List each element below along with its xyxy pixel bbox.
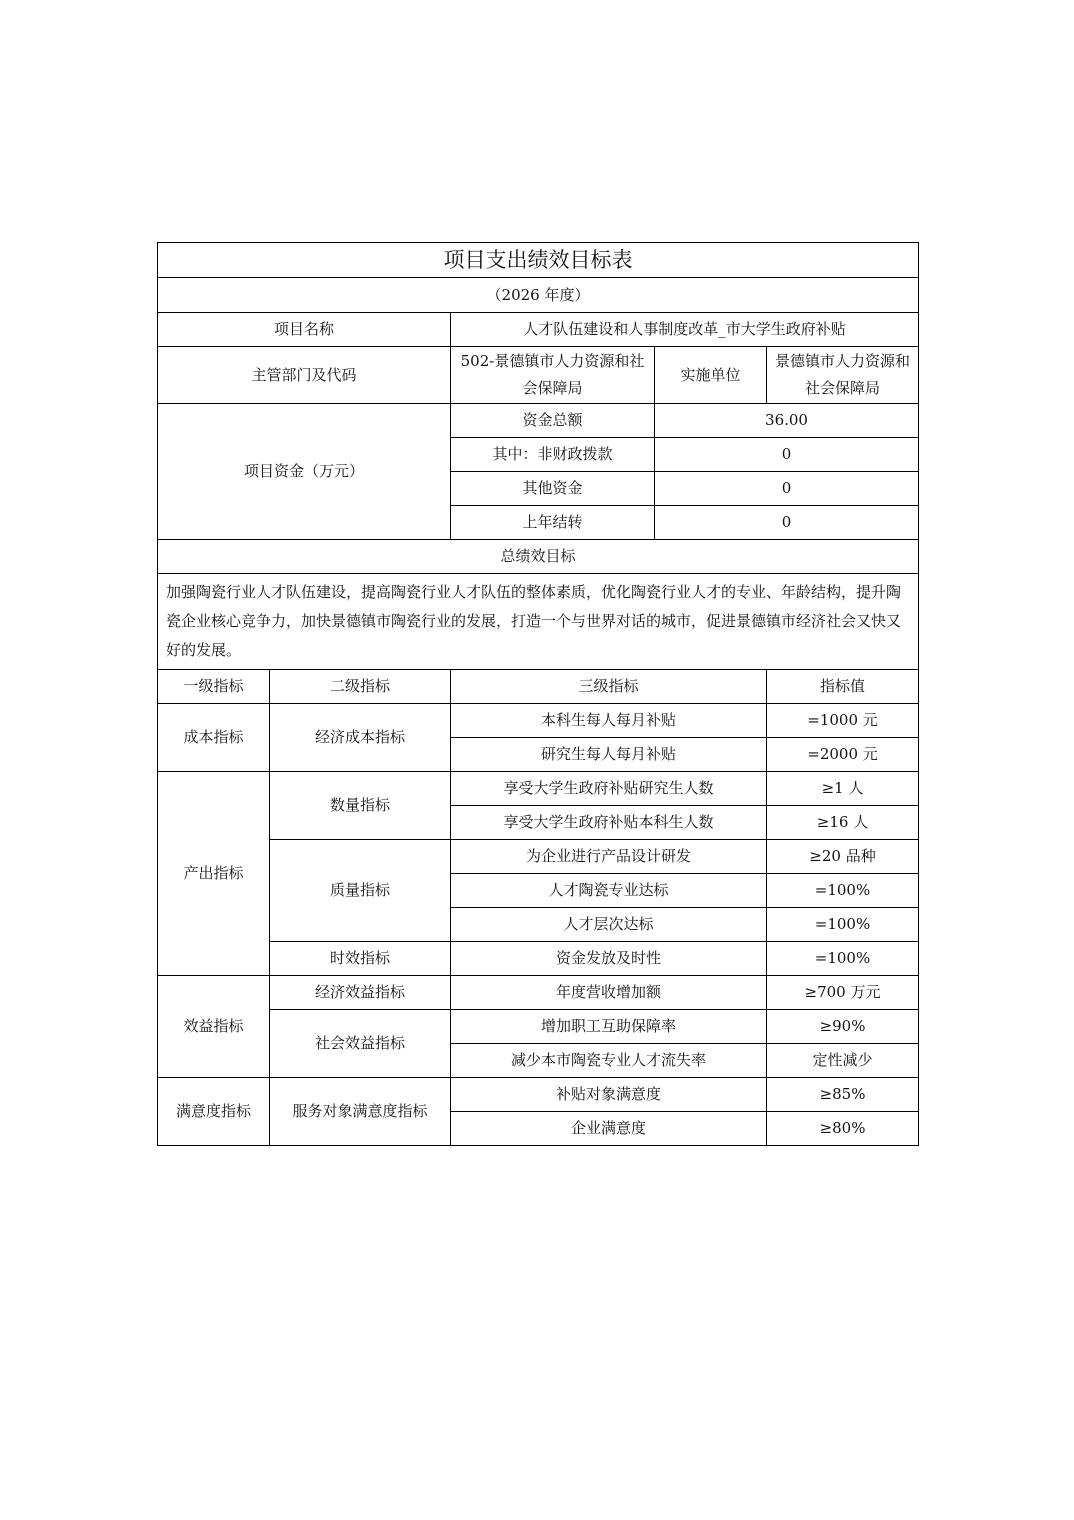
header-level1: 一级指标 — [158, 670, 270, 704]
indicator-name: 本科生每人每月补贴 — [451, 704, 767, 738]
level2-quantity: 数量指标 — [270, 772, 451, 840]
overall-target-text: 加强陶瓷行业人才队伍建设，提高陶瓷行业人才队伍的整体素质，优化陶瓷行业人才的专业、年龄结构，提升陶瓷企业核心竞争力，加快景德镇市陶瓷行业的发展，打造一个与世界对话的城市，促进景德镇市经济社会又快又好的发展。 — [158, 574, 919, 670]
indicator-name: 享受大学生政府补贴本科生人数 — [451, 806, 767, 840]
project-name-label: 项目名称 — [158, 313, 451, 347]
indicator-value: ≥80% — [767, 1112, 919, 1146]
indicator-name: 企业满意度 — [451, 1112, 767, 1146]
indicator-name: 人才陶瓷专业达标 — [451, 874, 767, 908]
fund-row-label: 其中：非财政拨款 — [451, 438, 655, 472]
dept-label: 主管部门及代码 — [158, 347, 451, 404]
indicator-name: 享受大学生政府补贴研究生人数 — [451, 772, 767, 806]
header-level2: 二级指标 — [270, 670, 451, 704]
fund-row-value: 0 — [655, 472, 919, 506]
funds-label: 项目资金（万元） — [158, 404, 451, 540]
indicator-name: 为企业进行产品设计研发 — [451, 840, 767, 874]
year-label: （2026 年度） — [158, 278, 919, 313]
indicator-value: ≥1 人 — [767, 772, 919, 806]
level2-quality: 质量指标 — [270, 840, 451, 942]
impl-unit-label: 实施单位 — [655, 347, 767, 404]
dept-value: 502-景德镇市人力资源和社会保障局 — [451, 347, 655, 404]
overall-target-label: 总绩效目标 — [158, 540, 919, 574]
header-value: 指标值 — [767, 670, 919, 704]
indicator-value: =1000 元 — [767, 704, 919, 738]
fund-row-label: 上年结转 — [451, 506, 655, 540]
fund-row-value: 0 — [655, 506, 919, 540]
fund-row-label: 资金总额 — [451, 404, 655, 438]
performance-target-table — [157, 242, 919, 1146]
level1-cost: 成本指标 — [158, 704, 270, 772]
fund-row-value: 0 — [655, 438, 919, 472]
indicator-value: ≥16 人 — [767, 806, 919, 840]
indicator-value: =2000 元 — [767, 738, 919, 772]
fund-row-value: 36.00 — [655, 404, 919, 438]
table-title: 项目支出绩效目标表 — [158, 243, 919, 278]
level1-benefit: 效益指标 — [158, 976, 270, 1078]
level1-satisfaction: 满意度指标 — [158, 1078, 270, 1146]
indicator-name: 减少本市陶瓷专业人才流失率 — [451, 1044, 767, 1078]
indicator-name: 人才层次达标 — [451, 908, 767, 942]
indicator-name: 资金发放及时性 — [451, 942, 767, 976]
level2-social-benefit: 社会效益指标 — [270, 1010, 451, 1078]
indicator-name: 研究生每人每月补贴 — [451, 738, 767, 772]
indicator-value: ≥20 品种 — [767, 840, 919, 874]
project-name-value: 人才队伍建设和人事制度改革_市大学生政府补贴 — [451, 313, 919, 347]
indicator-value: 定性减少 — [767, 1044, 919, 1078]
indicator-value: =100% — [767, 874, 919, 908]
level2-economic-benefit: 经济效益指标 — [270, 976, 451, 1010]
indicator-value: ≥85% — [767, 1078, 919, 1112]
indicator-value: ≥90% — [767, 1010, 919, 1044]
level1-output: 产出指标 — [158, 772, 270, 976]
impl-unit-value: 景德镇市人力资源和社会保障局 — [767, 347, 919, 404]
level2-economic-cost: 经济成本指标 — [270, 704, 451, 772]
fund-row-label: 其他资金 — [451, 472, 655, 506]
level2-timeliness: 时效指标 — [270, 942, 451, 976]
indicator-value: =100% — [767, 908, 919, 942]
indicator-name: 补贴对象满意度 — [451, 1078, 767, 1112]
header-level3: 三级指标 — [451, 670, 767, 704]
indicator-value: ≥700 万元 — [767, 976, 919, 1010]
level2-service-satisfaction: 服务对象满意度指标 — [270, 1078, 451, 1146]
indicator-name: 增加职工互助保障率 — [451, 1010, 767, 1044]
indicator-name: 年度营收增加额 — [451, 976, 767, 1010]
indicator-value: =100% — [767, 942, 919, 976]
